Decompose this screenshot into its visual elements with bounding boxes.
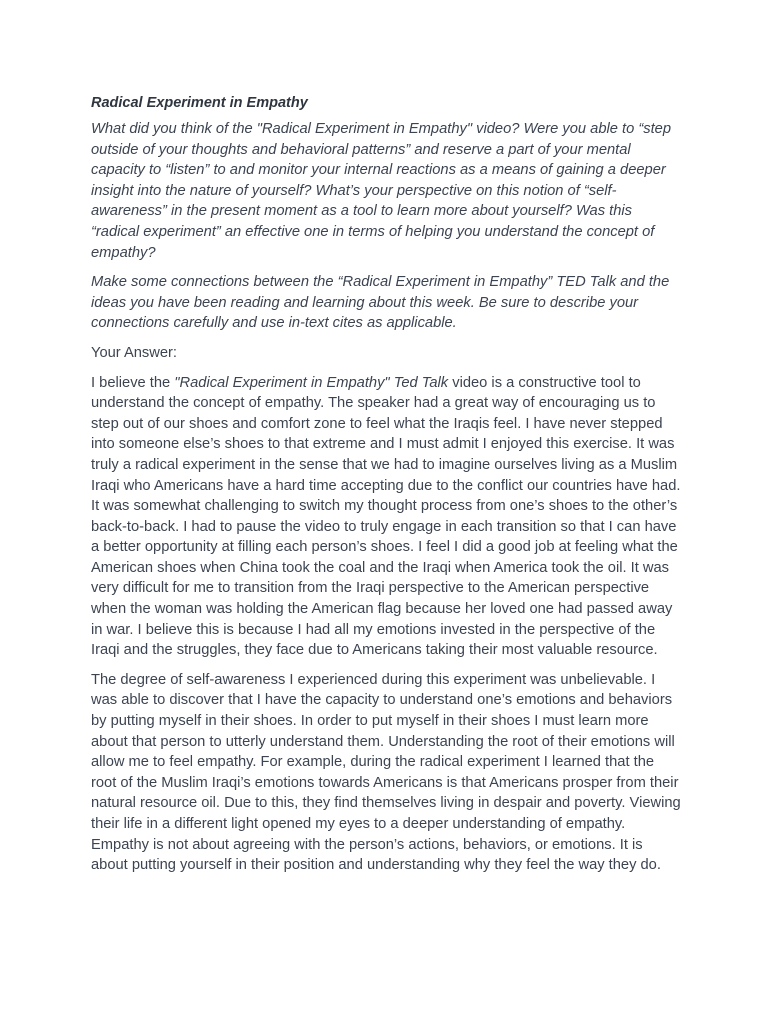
answer-paragraph-1 xyxy=(91,373,681,661)
document-page xyxy=(91,93,681,885)
answer-p1-italic: "Radical Experiment in Empathy" Ted Talk xyxy=(174,374,449,391)
answer-p1-rest: video is a constructive tool to understand the concept of empathy. The speaker had a great way of encouraging us to step out of our shoes and comfort zone to feel what the Iraqis feel. I have never stepped into someone else’s shoes to that extreme and I must admit I enjoyed this exercise. It was truly a radical experiment in the sense that we had to imagine ourselves living as a Muslim Iraqi who Americans have a hard time accepting due to the conflict our countries have had. It was somewhat challenging to switch my thought process from one’s shoes to the other’s back-to-back. I had to pause the video to truly engage in each transition so that I can have a better opportunity at filling each person’s shoes. I feel I did a good job at feeling what the American shoes when China took the coal and the Iraqi when America took the oil. It was very difficult for me to transition from the Iraqi perspective to the American perspective when the woman was holding the American flag because her loved one had passed away in war. I believe this is because I had all my emotions invested in the perspective of the Iraqi and the struggles, they face due to Americans taking their most valuable resource. xyxy=(91,374,681,659)
prompt-paragraph-2: Make some connections between the “Radical Experiment in Empathy” TED Talk and the ideas you have been reading and learning about this week. Be sure to describe your connections carefully and use in-text cites as applicable. xyxy=(91,274,670,332)
answer-paragraph-2: The degree of self-awareness I experienced during this experiment was unbelievable. I was able to discover that I have the capacity to understand one’s emotions and behaviors by putting myself in their shoes. In order to put myself in their shoes I must learn more about that person to utterly understand them. Understanding the root of their emotions will allow me to feel empathy. For example, during the radical experiment I learned that the root of the Muslim Iraqi’s emotions towards Americans is that Americans prosper from their natural resource oil. Due to this, they find themselves living in despair and poverty. Viewing their life in a different light opened my eyes to a deeper understanding of empathy. Empathy is not about agreeing with the person’s actions, behaviors, or emotions. It is about putting yourself in their position and understanding why they feel the way they do. xyxy=(91,671,681,874)
answer-label: Your Answer: xyxy=(91,344,178,361)
document-title: Radical Experiment in Empathy xyxy=(91,95,308,111)
prompt-paragraph-1: What did you think of the "Radical Experiment in Empathy" video? Were you able to “step outside of your thoughts and behavioral patterns” and reserve a part of your mental capacity to “listen” to and monitor your internal reactions as a means of gaining a deeper insight into the nature of yourself? What’s your perspective on this notion of “self-awareness” in the present moment as a tool to learn more about yourself? Was this “radical experiment” an effective one in terms of helping you understand the concept of empathy? xyxy=(91,121,672,261)
answer-p1-lead: I believe the xyxy=(91,374,175,391)
